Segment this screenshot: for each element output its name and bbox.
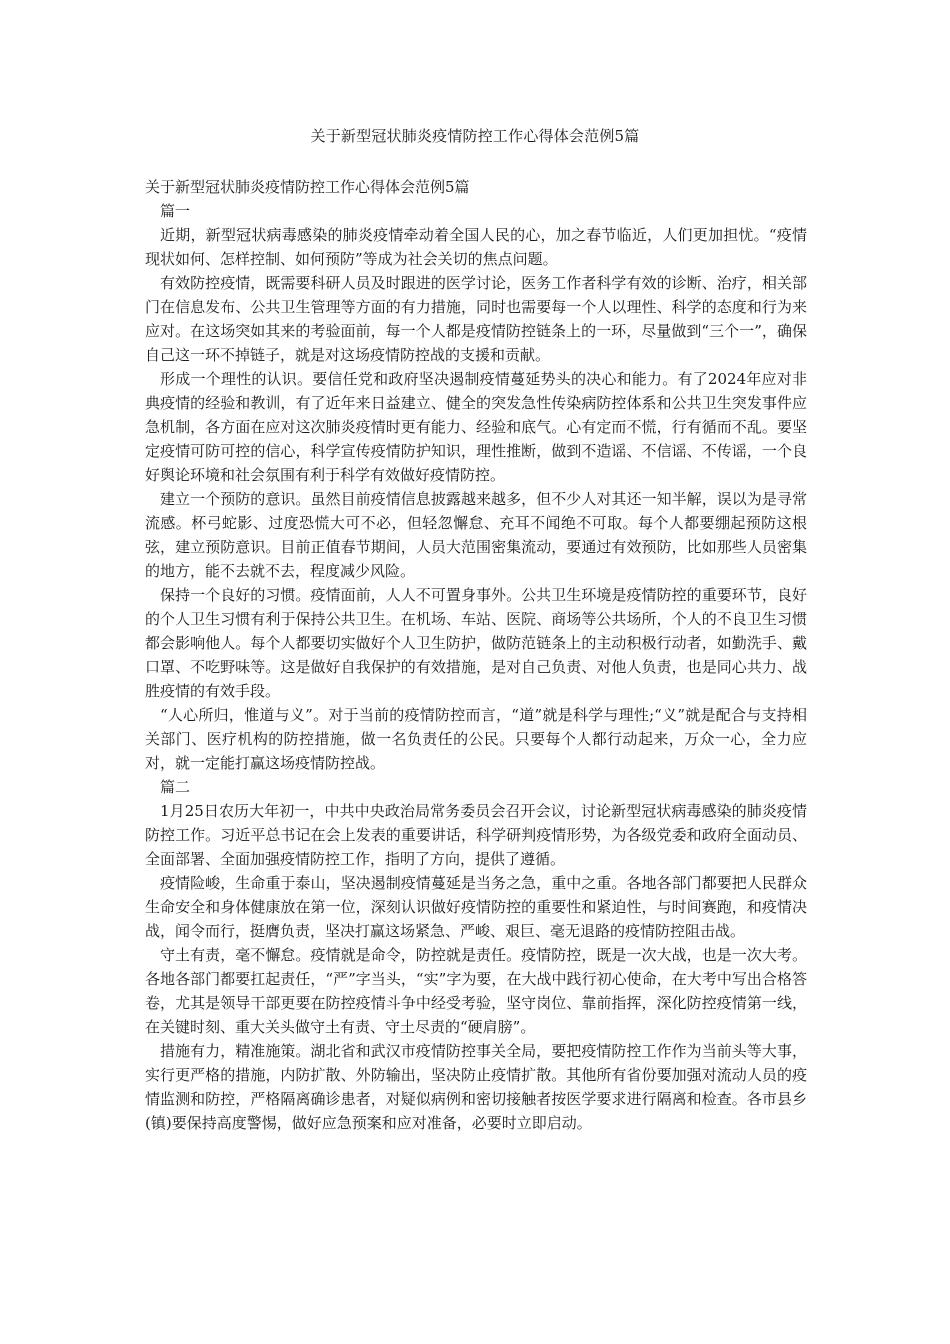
paragraph: 建立一个预防的意识。虽然目前疫情信息披露越来越多，但不少人对其还一知半解，误以为是寻常流感。杯弓蛇影、过度恐慌大可不必，但轻忽懈怠、充耳不闻绝不可取。每个人都要绷起预防这根弦，建立预防意识。目前正值春节期间，人员大范围密集流动，要通过有效预防，比如那些人员密集的地方，能不去就不去，程度减少风险。 <box>145 490 807 580</box>
paragraph: 疫情险峻，生命重于泰山，坚决遏制疫情蔓延是当务之急，重中之重。各地各部门都要把人民群众生命安全和身体健康放在第一位，深刻认识做好疫情防控的重要性和紧迫性，与时间赛跑，和疫情决战，闻令而行，挺膺负责，坚决打赢这场紧急、严峻、艰巨、毫无退路的疫情防控阻击战。 <box>145 874 807 940</box>
paragraph: “人心所归，惟道与义”。对于当前的疫情防控而言，“道”就是科学与理性;“义”就是配合与支持相关部门、医疗机构的防控措施，做一名负责任的公民。只要每个人都行动起来，万众一心，全力应对，就一定能打赢这场疫情防控战。 <box>145 706 807 772</box>
paragraph: 措施有力，精准施策。湖北省和武汉市疫情防控事关全局，要把疫情防控工作作为当前头等大事，实行更严格的措施，内防扩散、外防输出，坚决防止疫情扩散。其他所有省份要加强对流动人员的疫情监测和防控，严格隔离确诊患者，对疑似病例和密切接触者按医学要求进行隔离和检查。各市县乡(镇)要保持高度警惕，做好应急预案和应对准备，必要时立即启动。 <box>145 1042 807 1132</box>
section-heading: 篇二 <box>160 778 191 796</box>
paragraph: 形成一个理性的认识。要信任党和政府坚决遏制疫情蔓延势头的决心和能力。有了2024年应对非典疫情的经验和教训，有了近年来日益建立、健全的突发急性传染病防控体系和公共卫生突发事件应急机制，各方面在应对这次肺炎疫情时更有能力、经验和底气。心有定而不慌，行有循而不乱。要坚定疫情可防可控的信心，科学宣传疫情防护知识，理性推断，做到不造谣、不信谣、不传谣，一个良好舆论环境和社会氛围有利于科学有效做好疫情防控。 <box>145 370 807 484</box>
paragraph: 有效防控疫情，既需要科研人员及时跟进的医学讨论，医务工作者科学有效的诊断、治疗，相关部门在信息发布、公共卫生管理等方面的有力措施，同时也需要每一个人以理性、科学的态度和行为来应对。在这场突如其来的考验面前，每一个人都是疫情防控链条上的一环，尽量做到“三个一”，确保自己这一环不掉链子，就是对这场疫情防控战的支援和贡献。 <box>145 274 807 364</box>
paragraph: 近期，新型冠状病毒感染的肺炎疫情牵动着全国人民的心，加之春节临近，人们更加担忧。“疫情现状如何、怎样控制、如何预防”等成为社会关切的焦点问题。 <box>145 226 807 268</box>
paragraph: 守土有责，毫不懈怠。疫情就是命令，防控就是责任。疫情防控，既是一次大战，也是一次大考。各地各部门都要扛起责任，“严”字当头，“实”字为要，在大战中践行初心使命，在大考中写出合格答卷，尤其是领导干部更要在防控疫情斗争中经受考验，坚守岗位、靠前指挥，深化防控疫情第一线，在关键时刻、重大关头做守土有责、守土尽责的“硬肩膀”。 <box>145 946 807 1036</box>
section-heading: 篇一 <box>160 202 191 220</box>
page-title: 关于新型冠状肺炎疫情防控工作心得体会范例5篇 <box>310 127 640 145</box>
paragraph: 保持一个良好的习惯。疫情面前，人人不可置身事外。公共卫生环境是疫情防控的重要环节，良好的个人卫生习惯有利于保持公共卫生。在机场、车站、医院、商场等公共场所，个人的不良卫生习惯都会影响他人。每个人都要切实做好个人卫生防护，做防范链条上的主动积极行动者，如勤洗手、戴口罩、不吃野味等。这是做好自我保护的有效措施，是对自己负责、对他人负责，也是同心共力、战胜疫情的有效手段。 <box>145 586 807 700</box>
document-body <box>145 175 807 1135</box>
paragraph: 1月25日农历大年初一，中共中央政治局常务委员会召开会议，讨论新型冠状病毒感染的肺炎疫情防控工作。习近平总书记在会上发表的重要讲话，科学研判疫情形势，为各级党委和政府全面动员、全面部署、全面加强疫情防控工作，指明了方向，提供了遵循。 <box>145 802 807 868</box>
document-subtitle: 关于新型冠状肺炎疫情防控工作心得体会范例5篇 <box>145 178 470 196</box>
